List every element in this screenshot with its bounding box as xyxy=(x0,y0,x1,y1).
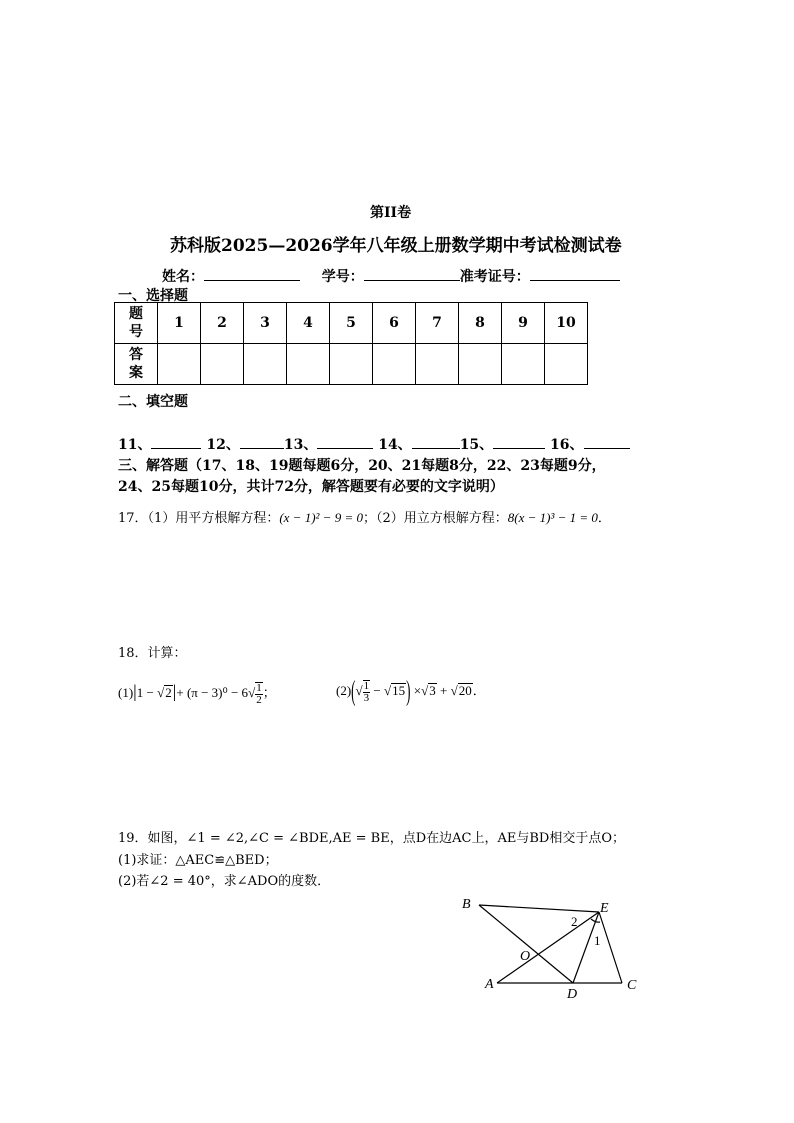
row-header-answer: 答 案 xyxy=(115,344,158,385)
angle-label-2: 2 xyxy=(571,914,578,929)
answer-cell[interactable] xyxy=(502,344,545,385)
equation-17-2: 8(x − 1)³ − 1 = 0 xyxy=(507,510,598,525)
blank-label-16: 16、 xyxy=(550,437,584,453)
segment-BD xyxy=(479,905,573,983)
question-18-part-2: (2)(√ $\frac{1}{3}$ − √15) ×√3 + √20． xyxy=(336,673,486,707)
answer-cell[interactable] xyxy=(459,344,502,385)
student-info-row xyxy=(162,266,620,286)
question-number-cell: 7 xyxy=(416,303,459,344)
blank-label-14: 14、 xyxy=(378,437,412,453)
blank-16[interactable] xyxy=(584,434,630,449)
blank-14[interactable] xyxy=(412,434,460,449)
blank-label-13: 13、 xyxy=(283,437,318,453)
answer-cell[interactable] xyxy=(201,344,244,385)
section-2-title: 二、填空题 xyxy=(118,394,188,410)
segment-AE xyxy=(497,912,599,983)
blank-15[interactable] xyxy=(493,434,545,449)
segment-EC xyxy=(599,912,622,983)
question-number-cell: 6 xyxy=(373,303,416,344)
student-id-field[interactable] xyxy=(364,266,460,281)
answer-cell[interactable] xyxy=(545,344,588,385)
blank-13[interactable] xyxy=(317,434,373,449)
answer-cell[interactable] xyxy=(158,344,201,385)
exam-number-field[interactable] xyxy=(530,266,620,281)
label-E: E xyxy=(600,901,609,916)
name-field[interactable] xyxy=(204,266,300,281)
question-number-cell: 8 xyxy=(459,303,502,344)
label-A: A xyxy=(485,977,494,992)
question-number-cell: 5 xyxy=(330,303,373,344)
label-C: C xyxy=(627,978,637,993)
answer-cell[interactable] xyxy=(373,344,416,385)
question-18-prefix: 18．计算： xyxy=(118,646,187,661)
answer-cell[interactable] xyxy=(287,344,330,385)
question-number-cell: 2 xyxy=(201,303,244,344)
question-number-cell: 10 xyxy=(545,303,588,344)
answer-cell[interactable] xyxy=(244,344,287,385)
student-id-label: 学号： xyxy=(321,269,364,285)
answer-table xyxy=(114,302,588,385)
label-D: D xyxy=(567,987,578,1002)
label-O: O xyxy=(520,949,531,964)
question-number-cell: 3 xyxy=(244,303,287,344)
blank-11[interactable] xyxy=(151,434,201,449)
blank-12[interactable] xyxy=(240,434,284,449)
row-header-number: 题 号 xyxy=(115,303,158,344)
question-number-cell: 1 xyxy=(158,303,201,344)
geometry-figure xyxy=(450,892,650,1002)
angle-label-1: 1 xyxy=(594,933,601,948)
fill-blank-row xyxy=(118,434,630,454)
answer-cell[interactable] xyxy=(416,344,459,385)
answer-cell[interactable] xyxy=(330,344,373,385)
question-number-cell: 4 xyxy=(287,303,330,344)
section-3-title-line1: 三、解答题（17、18、19题每题6分，20、21每题8分，22、23每题9分， xyxy=(118,458,606,474)
volume-title: 第II卷 xyxy=(370,205,412,221)
question-number-cell: 9 xyxy=(502,303,545,344)
name-label: 姓名： xyxy=(162,269,204,285)
exam-number-label: 准考证号： xyxy=(459,269,530,285)
question-19-line2: (1)求证：△AEC≌△BED； xyxy=(118,853,278,868)
question-18-part-1: (1)|1 − √2|+ (π − 3)⁰ − 6√ $\frac{1}{2}$ ； xyxy=(118,681,276,707)
label-B: B xyxy=(462,897,471,912)
section-1-title: 一、选择题 xyxy=(118,288,188,304)
blank-label-12: 12、 xyxy=(206,437,240,453)
question-17: 17．（1）用平方根解方程：(x − 1)² − 9 = 0；（2）用立方根解方程：8(x − 1)³ − 1 = 0． xyxy=(118,510,611,526)
segment-BE xyxy=(479,905,599,912)
equation-17-1: (x − 1)² − 9 = 0 xyxy=(279,510,363,525)
blank-label-15: 15、 xyxy=(459,437,494,453)
question-19-line1: 19．如图，∠1 = ∠2,∠C = ∠BDE,AE = BE，点D在边AC上，AE与BD相交于点O； xyxy=(118,831,625,846)
section-3-title-line2: 24、25每题10分，共计72分，解答题要有必要的文字说明） xyxy=(118,479,504,495)
blank-label-11: 11、 xyxy=(118,437,152,453)
question-19-line3: (2)若∠2 = 40°，求∠ADO的度数． xyxy=(118,874,331,889)
page-title: 苏科版2025—2026学年八年级上册数学期中考试检测试卷 xyxy=(170,236,622,256)
